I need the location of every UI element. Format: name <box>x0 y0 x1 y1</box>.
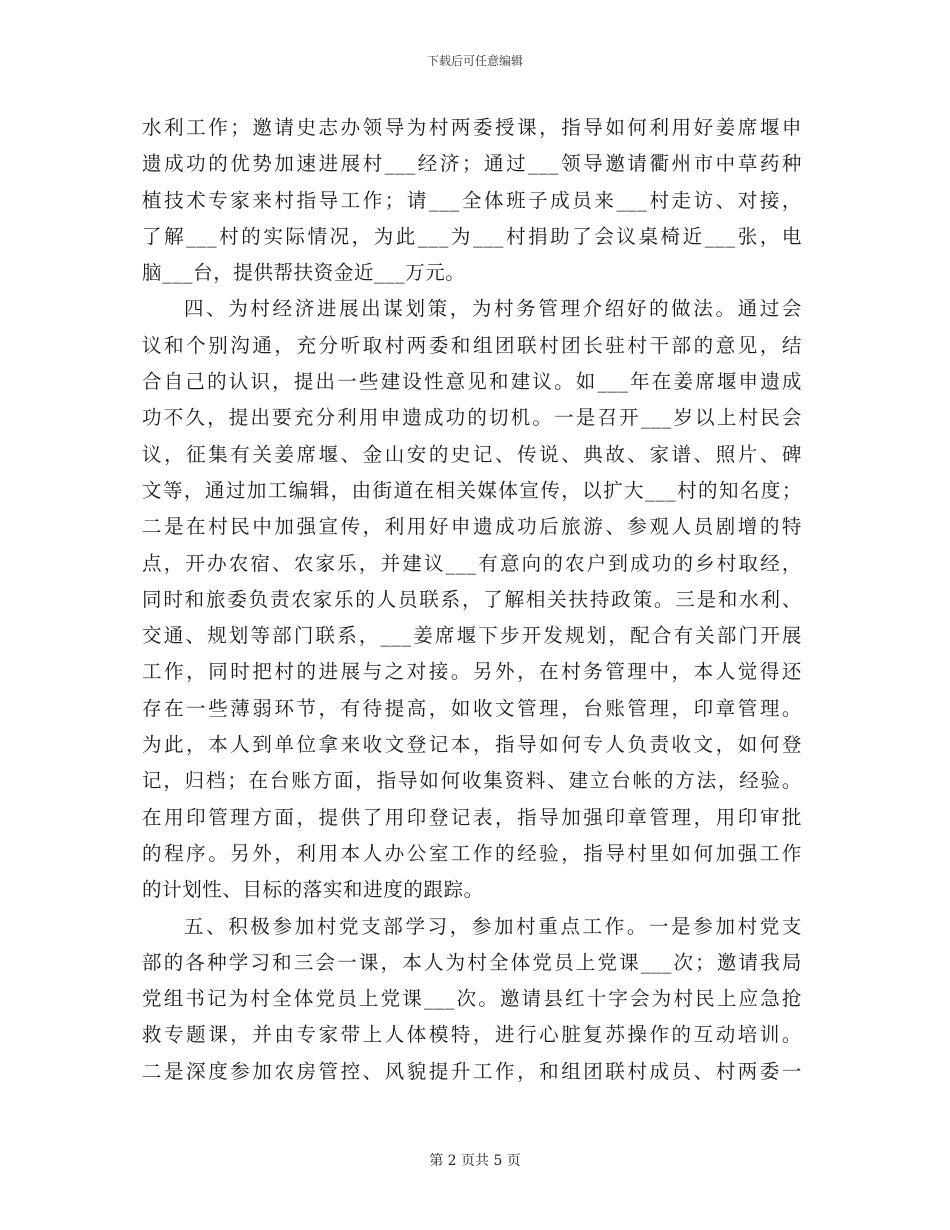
text-line: 议和个别沟通，充分听取村两委和组团联村团长驻村干部的意见，结 <box>142 333 802 357</box>
text-line: 水利工作；邀请史志办领导为村两委授课，指导如何利用好姜席堰申 <box>142 116 802 139</box>
text-line: 植技术专家来村指导工作；请___全体班子成员来___村走访、对接， <box>142 188 802 212</box>
text-line: 点，开办农宿、农家乐，并建议___有意向的农户到成功的乡村取经， <box>142 551 802 575</box>
text-line: 脑___台，提供帮扶资金近___万元。 <box>142 261 466 285</box>
text-line: 议，征集有关姜席堰、金山安的史记、传说、典故、家谱、照片、碑 <box>142 442 802 466</box>
text-line: 二是在村民中加强宣传，利用好申遗成功后旅游、参观人员剧增的特 <box>142 515 802 539</box>
text-line: 同时和旅委负责农家乐的人员联系，了解相关扶持政策。三是和水利、 <box>142 587 802 611</box>
paragraph-start-line: 五、积极参加村党支部学习，参加村重点工作。一是参加村党支 <box>184 914 802 938</box>
text-line: 记，归档；在台账方面，指导如何收集资料、建立台帐的方法，经验。 <box>142 769 802 793</box>
page-header: 下载后可任意编辑 <box>426 54 523 68</box>
text-line: 了解___村的实际情况，为此___为___村捐助了会议桌椅近___张，电 <box>142 224 802 248</box>
text-line: 为此，本人到单位拿来收文登记本，指导如何专人负责收文，如何登 <box>142 733 802 757</box>
text-line: 在用印管理方面，提供了用印登记表，指导加强印章管理，用印审批 <box>142 805 802 829</box>
text-line: 党组书记为村全体党员上党课___次。邀请县红十字会为村民上应急抢 <box>142 987 802 1011</box>
text-line: 二是深度参加农房管控、风貌提升工作，和组团联村成员、村两委一 <box>142 1059 802 1083</box>
text-line: 交通、规划等部门联系，___姜席堰下步开发规划，配合有关部门开展 <box>142 624 802 648</box>
body-text <box>142 110 802 1090</box>
text-line: 遗成功的优势加速进展村___经济；通过___领导邀请衢州市中草药种 <box>142 152 802 176</box>
text-line: 的计划性、目标的落实和进度的跟踪。 <box>142 878 484 902</box>
text-line: 救专题课，并由专家带上人体模特，进行心脏复苏操作的互动培训。 <box>142 1023 802 1047</box>
text-line: 文等，通过加工编辑，由街道在相关媒体宣传，以扩大___村的知名度； <box>142 478 802 502</box>
text-line: 功不久，提出要充分利用申遗成功的切机。一是召开___岁以上村民会 <box>142 406 802 430</box>
text-line: 存在一些薄弱环节，有待提高，如收文管理，台账管理，印章管理。 <box>142 696 802 720</box>
paragraph-start-line: 四、为村经济进展出谋划策，为村务管理介绍好的做法。通过会 <box>184 297 802 321</box>
text-line: 的程序。另外，利用本人办公室工作的经验，指导村里如何加强工作 <box>142 841 802 865</box>
text-line: 合自己的认识，提出一些建设性意见和建议。如___年在姜席堰申遗成 <box>142 370 802 394</box>
text-line: 工作，同时把村的进展与之对接。另外，在村务管理中，本人觉得还 <box>142 660 802 684</box>
text-line: 部的各种学习和三会一课，本人为村全体党员上党课___次；邀请我局 <box>142 950 802 974</box>
page-footer: 第 2 页共 5 页 <box>429 1153 521 1169</box>
